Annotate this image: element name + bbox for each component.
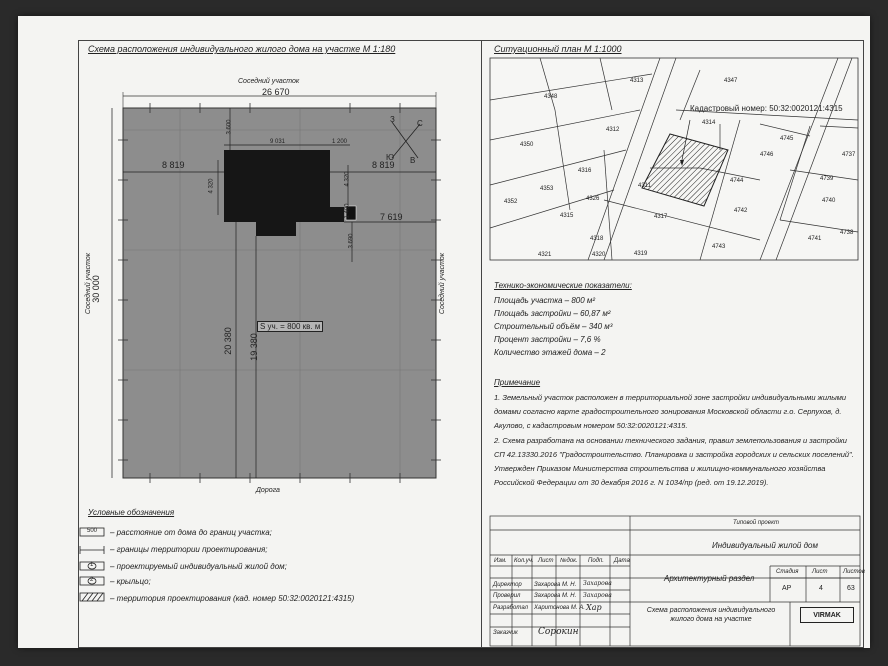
tb-sign-customer: Сорокин [538,627,579,637]
dim-3690: 3 690 [348,233,355,249]
parcel-4326: 4326 [586,196,600,202]
left-panel-title: Схема расположения индивидуального жилого дома на участке М 1:180 [88,44,396,54]
parcel-4741: 4741 [808,236,822,242]
parcel-4743: 4743 [712,244,726,250]
tep-line-percent: Процент застройки – 7,6 % [494,335,601,344]
tb-sign-checked: Захарова [583,592,612,599]
parcel-4315: 4315 [560,213,574,219]
legend-item-porch: – крыльцо; [110,577,151,586]
dim-19380: 19 380 [248,333,259,361]
dim-8819-left: 8 819 [162,160,185,170]
note-line-4: 2. Схема разработана на основании технического задания, правил землепользования и застройки [494,436,847,445]
dim-4320-right: 4 320 [344,171,351,187]
legend-item-boundary: – границы территории проектирования; [110,545,268,554]
top-dimension: 26 670 [262,87,290,97]
area-label: S уч. = 800 кв. м [257,321,323,332]
note-line-5: СП 42.13330.2016 "Градостроительство. Планировка и застройка городских и сельских поселений". [494,450,854,459]
virmak-logo: VIRMAK [800,607,854,623]
dim-1400: 1 400 [344,203,351,219]
tb-sign-developed: Хар [586,603,602,612]
tep-title: Технико-экономические показатели: [494,281,632,290]
tb-col-ndok: №док. [560,558,578,564]
parcel-4311: 4311 [638,183,651,189]
tb-sign-director: Захарова [583,580,612,587]
left-neighbor-label: Соседний участок [85,252,93,315]
parcel-4737: 4737 [842,152,856,158]
tb-stage: АР [782,585,792,592]
svg-text:З: З [390,115,395,124]
parcel-4321: 4321 [538,252,552,258]
legend-item-house: – проектируемый индивидуальный жилой дом; [110,562,287,571]
tb-col-koluch: Кол.уч. [514,558,534,564]
tb-sheets-label: Листов [843,569,865,575]
cadastral-label: Кадастровый номер: 50:32:0020121:4315 [690,104,843,113]
parcel-4745: 4745 [780,136,794,142]
tb-project-type: Типовой проект [733,520,779,526]
parcel-4738: 4738 [840,230,854,236]
parcel-4312: 4312 [606,127,620,133]
parcel-4347: 4347 [724,78,738,84]
dim-20380: 20 380 [222,327,233,355]
parcel-4348: 4348 [544,94,558,100]
tb-sheet: 4 [819,585,823,592]
svg-text:Ю: Ю [386,153,395,162]
tep-line-volume: Строительный объём – 340 м³ [494,322,613,331]
tb-col-podp: Подп. [588,558,604,564]
parcel-4746: 4746 [760,152,774,158]
legend-item-dim: – расстояние от дома до границ участка; [110,528,272,537]
tb-object: Индивидуальный жилой дом [712,541,818,550]
tep-line-area: Площадь участка – 800 м² [494,296,596,305]
parcel-4353: 4353 [540,186,554,192]
dim-9031: 9 031 [270,139,286,145]
legend-symbol-house: 1 [90,562,94,568]
note-line-3: Акулово, с кадастровым номером 50:32:0020121:4315. [494,421,688,430]
parcel-4319: 4319 [634,251,648,257]
svg-text:С: С [417,119,423,128]
tb-role-customer: Заказчик [493,630,518,636]
dim-8819-right: 8 819 [372,160,395,170]
tb-col-data: Дата [614,558,630,564]
parcel-4352: 4352 [504,199,518,205]
situation-title: Ситуационный план М 1:1000 [494,44,622,54]
note-line-1: 1. Земельный участок расположен в территориальной зоне застройки индивидуальными жилыми [494,393,847,402]
dim-4320-left: 4 320 [208,178,215,194]
parcel-4320: 4320 [592,252,606,258]
tb-sheets: 63 [847,585,855,592]
note-line-6: Утвержден Приказом Министерства строительства и жилищно-коммунального хозяйства [494,464,826,473]
tb-name-director: Захарова М. Н. [534,582,577,588]
parcel-4740: 4740 [822,198,836,204]
tep-line-floors: Количество этажей дома – 2 [494,348,606,357]
dim-7619: 7 619 [380,212,403,222]
legend-title: Условные обозначения [88,508,175,517]
road-label: Дорога [256,487,280,494]
tb-role-director: Директор [493,582,522,588]
tb-col-izm: Изм. [494,558,507,564]
tb-col-list: Лист [538,558,554,564]
svg-text:В: В [410,156,416,165]
parcel-4313: 4313 [630,78,644,84]
dim-3600: 3 600 [226,119,233,135]
parcel-4316: 4316 [578,168,592,174]
parcel-4739: 4739 [820,176,834,182]
legend-item-territory: – территория проектирования (кад. номер 50:32:0020121:4315) [110,594,355,603]
legend-symbol-dim: 500 [87,528,98,534]
tb-role-checked: Проверил [493,593,521,599]
top-neighbor-label: Соседний участок [238,78,300,85]
tb-drawing-title: Схема расположения индивидуального жилого дома на участке [646,607,776,623]
parcel-4318: 4318 [590,236,604,242]
parcel-4350: 4350 [520,142,534,148]
tb-name-checked: Захарова М. Н. [534,593,577,599]
right-neighbor-label: Соседний участок [439,252,447,315]
note-line-2: домами согласно карте градостроительного зонирования Московской области г.о. Серпухов, д. [494,407,842,416]
legend-symbol-porch: 2 [90,577,94,583]
parcel-4314: 4314 [702,120,716,126]
parcel-4317: 4317 [654,214,668,220]
tb-role-developed: Разработал [493,605,528,611]
tep-line-built: Площадь застройки – 60,87 м² [494,309,611,318]
note-line-7: Российской Федерации от 30 декабря 2016 г. N 1034/пр (ред. от 19.12.2019). [494,478,769,487]
left-dimension: 30 000 [90,275,101,303]
parcel-4742: 4742 [734,208,748,214]
notes-title: Примечание [494,378,541,387]
tb-sheet-label: Лист [812,569,828,575]
dim-1200: 1 200 [332,139,348,145]
tb-stage-label: Стадия [776,569,799,575]
parcel-4744: 4744 [730,178,744,184]
tb-section: Архитектурный раздел [664,574,755,583]
tb-name-developed: Харитонова М. А. [534,605,585,611]
